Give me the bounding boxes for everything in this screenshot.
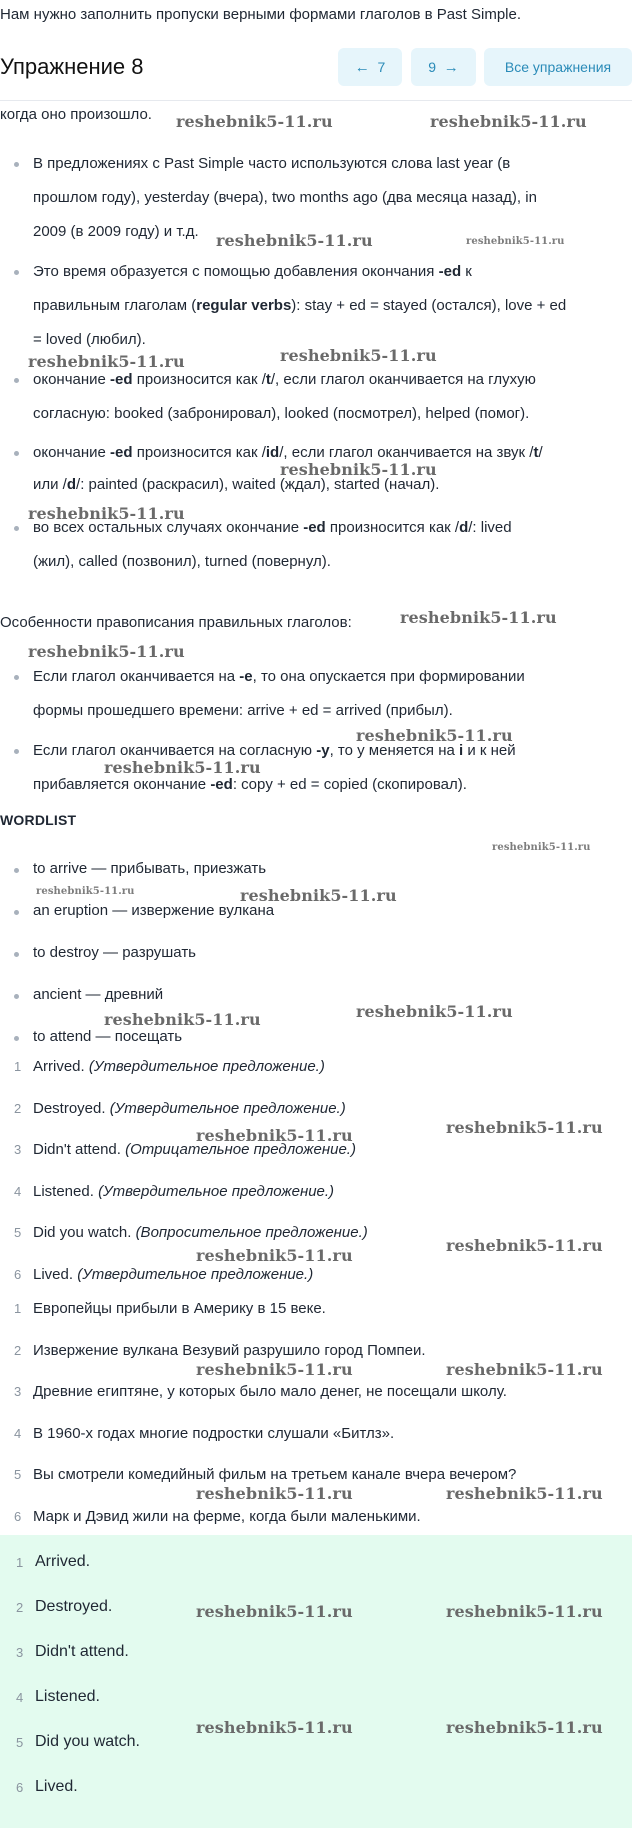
bullet-icon: [14, 675, 19, 680]
list-item: ancient — древний: [0, 986, 632, 1028]
watermark: reshebnik5-11.ru: [28, 642, 185, 661]
watermark: reshebnik5-11.ru: [196, 1246, 353, 1265]
watermark: reshebnik5-11.ru: [280, 460, 437, 479]
spelling-list: [0, 660, 632, 802]
bullet-icon: [14, 749, 19, 754]
list-item: to arrive — прибывать, приезжать: [0, 860, 632, 902]
watermark: reshebnik5-11.ru: [104, 1010, 261, 1029]
bullet-icon: [14, 1036, 19, 1041]
list-item: 5 Did you watch. (Вопросительное предложение.): [14, 1224, 368, 1241]
intro-text: Нам нужно заполнить пропуски верными формами глаголов в Past Simple.: [0, 6, 522, 23]
watermark: reshebnik5-11.ru: [446, 1118, 603, 1137]
watermark: reshebnik5-11.ru: [176, 112, 333, 131]
list-item: Если глагол оканчивается на -e, то она опускается при формировании формы прошедшего времени: arrive + ed = arrived (прибыл).: [0, 660, 632, 728]
watermark: reshebnik5-11.ru: [446, 1236, 603, 1255]
wordlist-heading: WORDLIST: [0, 812, 77, 828]
watermark: reshebnik5-11.ru: [492, 842, 591, 853]
list-item: 3 Didn't attend.: [16, 1643, 129, 1660]
watermark: reshebnik5-11.ru: [196, 1484, 353, 1503]
list-item: 5 Вы смотрели комедийный фильм на третьем канале вчера вечером?: [14, 1466, 517, 1483]
list-item: 6 Lived. (Утвердительное предложение.): [14, 1265, 314, 1283]
list-item: 2 Извержение вулкана Везувий разрушило город Помпеи.: [14, 1341, 426, 1359]
list-item: окончание -ed произносится как /id/, если глагол оканчивается на звук /t/ или /d/: painted (раскрасил), waited (ждал), started (начал).: [0, 437, 632, 501]
exercise-header: [0, 44, 632, 104]
arrow-right-icon: →: [443, 58, 459, 76]
list-item: 3 Didn't attend. (Отрицательное предложение.): [14, 1141, 356, 1158]
all-exercises-button[interactable]: Все упражнения: [484, 48, 632, 86]
list-item: to attend — посещать: [0, 1028, 632, 1070]
list-item: 5 Did you watch.: [16, 1733, 140, 1750]
watermark: reshebnik5-11.ru: [196, 1126, 353, 1145]
bullet-icon: [14, 526, 19, 531]
bullet-icon: [14, 162, 19, 167]
bullet-icon: [14, 378, 19, 383]
watermark: reshebnik5-11.ru: [280, 346, 437, 365]
watermark: reshebnik5-11.ru: [446, 1484, 603, 1503]
page-title: Упражнение 8: [0, 54, 144, 79]
watermark: reshebnik5-11.ru: [400, 608, 557, 627]
list-item: В предложениях с Past Simple часто используются слова last year (в прошлом году), yesterday (вчера), two months ago (два месяца назад), in 2009 (в 2009 году) и т.д.: [0, 147, 632, 249]
watermark: reshebnik5-11.ru: [446, 1360, 603, 1379]
bullet-icon: [14, 868, 19, 873]
prev-exercise-label: 7: [377, 59, 386, 75]
watermark: reshebnik5-11.ru: [36, 886, 135, 897]
watermark: reshebnik5-11.ru: [216, 231, 373, 250]
list-item: 3 Древние египтяне, у которых было мало денег, не посещали школу.: [14, 1383, 507, 1400]
list-item: 2 Destroyed. (Утвердительное предложение.): [14, 1099, 346, 1117]
list-item: 4 В 1960-х годах многие подростки слушали «Битлз».: [14, 1424, 395, 1442]
watermark: reshebnik5-11.ru: [356, 1002, 513, 1021]
watermark: reshebnik5-11.ru: [240, 886, 397, 905]
list-item: 6 Lived.: [16, 1778, 78, 1795]
spelling-heading: Особенности правописания правильных глаголов:: [0, 614, 352, 631]
watermark: reshebnik5-11.ru: [446, 1718, 603, 1737]
bullet-icon: [14, 451, 19, 456]
watermark: reshebnik5-11.ru: [430, 112, 587, 131]
list-item: 4 Listened. (Утвердительное предложение.): [14, 1182, 335, 1200]
watermark: reshebnik5-11.ru: [28, 504, 185, 523]
list-item: 4 Listened.: [16, 1688, 100, 1705]
list-item: Это время образуется с помощью добавления окончания -ed к правильным глаголам (regular verbs): stay + ed = stayed (остался), love + ed = loved (любил).: [0, 255, 632, 357]
translations: [0, 1300, 632, 1549]
prev-exercise-button[interactable]: [338, 48, 402, 86]
watermark: reshebnik5-11.ru: [104, 758, 261, 777]
watermark: reshebnik5-11.ru: [356, 726, 513, 745]
watermark: reshebnik5-11.ru: [446, 1602, 603, 1621]
watermark: reshebnik5-11.ru: [196, 1360, 353, 1379]
list-item: окончание -ed произносится как /t/, если глагол оканчивается на глухую согласную: booked (забронировал), looked (посмотрел), helped (помог).: [0, 363, 632, 431]
list-item: 1 Arrived.: [16, 1553, 91, 1570]
list-item: to destroy — разрушать: [0, 944, 632, 986]
bullet-icon: [14, 952, 19, 957]
bullet-icon: [14, 910, 19, 915]
watermark: reshebnik5-11.ru: [28, 352, 185, 371]
bullet-icon: [14, 994, 19, 999]
next-exercise-label: 9: [428, 59, 436, 75]
watermark: reshebnik5-11.ru: [466, 236, 565, 247]
list-item: 6 Марк и Дэвид жили на ферме, когда были маленькими.: [14, 1507, 421, 1525]
next-exercise-button[interactable]: [411, 48, 476, 86]
watermark: reshebnik5-11.ru: [196, 1602, 353, 1621]
answers-list: [0, 1553, 632, 1823]
list-item: Если глагол оканчивается на согласную -y, то у меняется на i и к ней прибавляется окончание -ed: copy + ed = copied (скопировал).: [0, 734, 632, 802]
theory-lead: когда оно произошло.: [0, 106, 152, 123]
explained-answers: [0, 1058, 632, 1307]
bullet-icon: [14, 270, 19, 275]
list-item: 1 Европейцы прибыли в Америку в 15 веке.: [14, 1300, 326, 1317]
list-item: 2 Destroyed.: [16, 1598, 113, 1615]
watermark: reshebnik5-11.ru: [196, 1718, 353, 1737]
list-item: во всех остальных случаях окончание -ed произносится как /d/: lived (жил), called (позвонил), turned (повернул).: [0, 511, 632, 579]
list-item: an eruption — извержение вулкана: [0, 902, 632, 944]
answers-box: [0, 1535, 632, 1828]
list-item: 1 Arrived. (Утвердительное предложение.): [14, 1058, 325, 1075]
arrow-left-icon: ←: [354, 58, 370, 76]
